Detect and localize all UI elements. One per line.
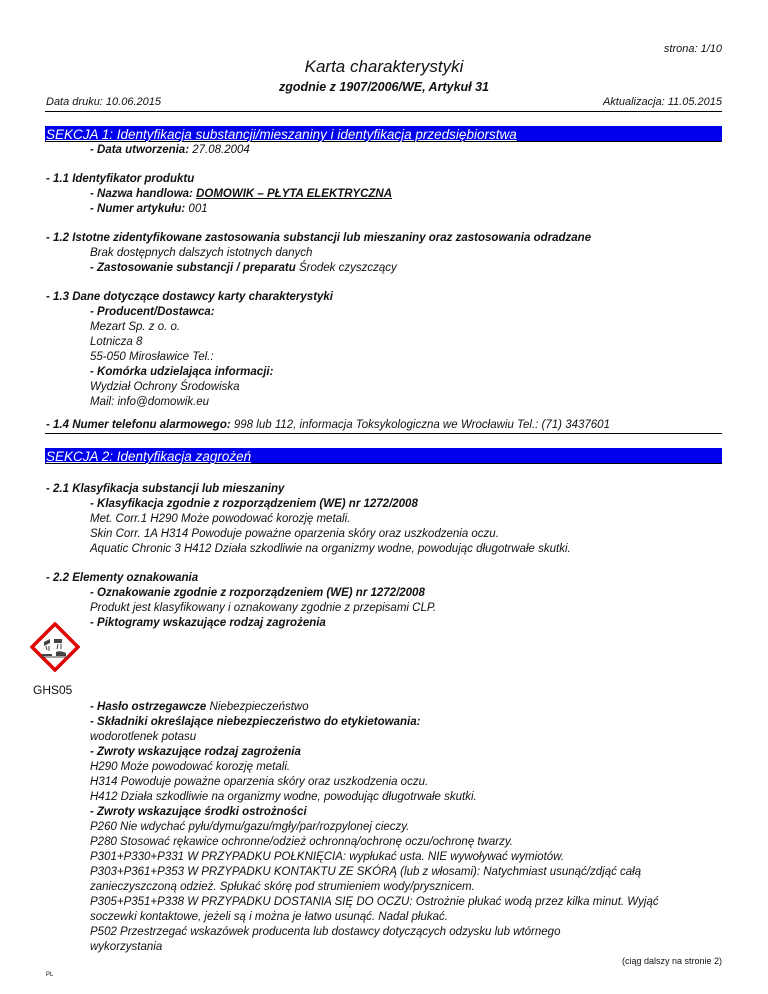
update-date: Aktualizacja: 11.05.2015 bbox=[602, 96, 722, 108]
s22-text: Produkt jest klasyfikowany i oznakowany zgodnie z przepisami CLP. bbox=[90, 602, 437, 614]
precaution-line: zanieczyszczoną odzież. Spłukać skórę pod strumieniem wody/prysznicem. bbox=[90, 881, 475, 893]
s13-heading: - 1.3 Dane dotyczące dostawcy karty charakterystyki bbox=[46, 291, 334, 303]
components-value: wodorotlenek potasu bbox=[90, 731, 197, 743]
print-date: Data druku: 10.06.2015 bbox=[46, 96, 161, 108]
hazard-line: H412 Działa szkodliwie na organizmy wodne, powodując długotrwałe skutki. bbox=[90, 791, 477, 803]
article-value: 001 bbox=[188, 203, 208, 215]
producer-line: Mezart Sp. z o. o. bbox=[90, 321, 181, 333]
created-value: 27.08.2004 bbox=[192, 144, 250, 156]
hazard-label: - Zwroty wskazujące rodzaj zagrożenia bbox=[90, 746, 301, 758]
producer-label: - Producent/Dostawca: bbox=[90, 306, 215, 318]
corrosion-icon bbox=[30, 622, 80, 672]
precaution-line: P305+P351+P338 W PRZYPADKU DOSTANIA SIĘ DO OCZU: Ostrożnie płukać wodą przez kilka minut. Wyjąć bbox=[90, 896, 659, 908]
s12-text: Brak dostępnych dalszych istotnych danych bbox=[90, 247, 313, 259]
classification-line: Met. Corr.1 H290 Może powodować korozję metali. bbox=[90, 513, 351, 525]
article-row bbox=[90, 202, 208, 217]
hazard-line: H290 Może powodować korozję metali. bbox=[90, 761, 291, 773]
created-date-row bbox=[90, 143, 250, 158]
emergency-phone-value: 998 lub 112, informacja Toksykologiczna we Wrocławiu Tel.: (71) 3437601 bbox=[233, 419, 610, 431]
precaution-line: P502 Przestrzegać wskazówek producenta lub dostawcy dotyczących odzysku lub wtórnego bbox=[90, 926, 561, 938]
section-1-title: SEKCJA 1: Identyfikacja substancji/mieszaniny i identyfikacja przedsiębiorstwa bbox=[46, 127, 517, 142]
producer-line: 55-050 Mirosławice Tel.: bbox=[90, 351, 214, 363]
section-1-heading bbox=[45, 126, 722, 142]
classification-line: Aquatic Chronic 3 H412 Działa szkodliwie na organizmy wodne, powodując długotrwałe skutki. bbox=[90, 543, 571, 555]
precaution-line: P280 Stosować rękawice ochronne/odzież ochronną/ochronę oczu/ochronę twarzy. bbox=[90, 836, 513, 848]
trade-name-row bbox=[90, 187, 392, 202]
precaution-line: wykorzystania bbox=[90, 941, 163, 953]
info-line: Wydział Ochrony Środowiska bbox=[90, 381, 240, 393]
precaution-line: P301+P330+P331 W PRZYPADKU POŁKNIĘCIA: wypłukać usta. NIE wywoływać wymiotów. bbox=[90, 851, 565, 863]
signal-value: Niebezpieczeństwo bbox=[209, 701, 309, 713]
created-label: - Data utworzenia: bbox=[90, 144, 190, 156]
document-title: Karta charakterystyki bbox=[304, 57, 464, 76]
components-label: - Składniki określające niebezpieczeństwo do etykietowania: bbox=[90, 716, 421, 728]
signal-label: - Hasło ostrzegawcze bbox=[90, 701, 207, 713]
s21-heading: - 2.1 Klasyfikacja substancji lub mieszaniny bbox=[46, 483, 285, 495]
header-divider bbox=[45, 111, 722, 112]
precaution-line: soczewki kontaktowe, jeżeli są i można je łatwo usunąć. Nadal płukać. bbox=[90, 911, 448, 923]
precaution-label: - Zwroty wskazujące środki ostrożności bbox=[90, 806, 307, 818]
use-label: - Zastosowanie substancji / preparatu bbox=[90, 262, 296, 274]
trade-name-label: - Nazwa handlowa: bbox=[90, 188, 193, 200]
trade-name-value: DOMOWIK – PŁYTA ELEKTRYCZNA bbox=[196, 188, 393, 200]
ghs-code: GHS05 bbox=[33, 683, 73, 697]
page-number: strona: 1/10 bbox=[663, 43, 722, 55]
continued-note: (ciąg dalszy na stronie 2) bbox=[621, 956, 722, 966]
classification-line: Skin Corr. 1A H314 Powoduje poważne oparzenia skóry oraz uszkodzenia oczu. bbox=[90, 528, 499, 540]
s22-heading: - 2.2 Elementy oznakowania bbox=[46, 572, 199, 584]
s12-heading: - 1.2 Istotne zidentyfikowane zastosowania substancji lub mieszaniny oraz zastosowania odradzane bbox=[46, 232, 592, 244]
section-1-divider bbox=[45, 433, 722, 434]
use-row bbox=[90, 261, 397, 276]
precaution-line: P260 Nie wdychać pyłu/dymu/gazu/mgły/par/rozpylonej cieczy. bbox=[90, 821, 410, 833]
signal-word-row bbox=[90, 700, 309, 715]
article-label: - Numer artykułu: bbox=[90, 203, 186, 215]
section-2-title: SEKCJA 2: Identyfikacja zagrożeń bbox=[46, 449, 252, 464]
info-label: - Komórka udzielająca informacji: bbox=[90, 366, 274, 378]
s21-sub: - Klasyfikacja zgodnie z rozporządzeniem (WE) nr 1272/2008 bbox=[90, 498, 418, 510]
emergency-phone-row bbox=[46, 418, 610, 433]
producer-line: Lotnicza 8 bbox=[90, 336, 143, 348]
hazard-line: H314 Powoduje poważne oparzenia skóry oraz uszkodzenia oczu. bbox=[90, 776, 429, 788]
info-line: Mail: info@domowik.eu bbox=[90, 396, 210, 408]
use-value: Środek czyszczący bbox=[298, 262, 397, 274]
section-2-heading bbox=[45, 448, 722, 464]
precaution-line: P303+P361+P353 W PRZYPADKU KONTAKTU ZE SKÓRĄ (lub z włosami): Natychmiast usunąć/zdjąć całą bbox=[90, 866, 642, 878]
language-code: PL bbox=[46, 972, 54, 978]
s22-sub: - Oznakowanie zgodnie z rozporządzeniem (WE) nr 1272/2008 bbox=[90, 587, 425, 599]
document-subtitle: zgodnie z 1907/2006/WE, Artykuł 31 bbox=[278, 80, 490, 94]
pictogram-label: - Piktogramy wskazujące rodzaj zagrożenia bbox=[90, 617, 326, 629]
s11-heading: - 1.1 Identyfikator produktu bbox=[46, 173, 195, 185]
emergency-phone-label: - 1.4 Numer telefonu alarmowego: bbox=[46, 419, 231, 431]
